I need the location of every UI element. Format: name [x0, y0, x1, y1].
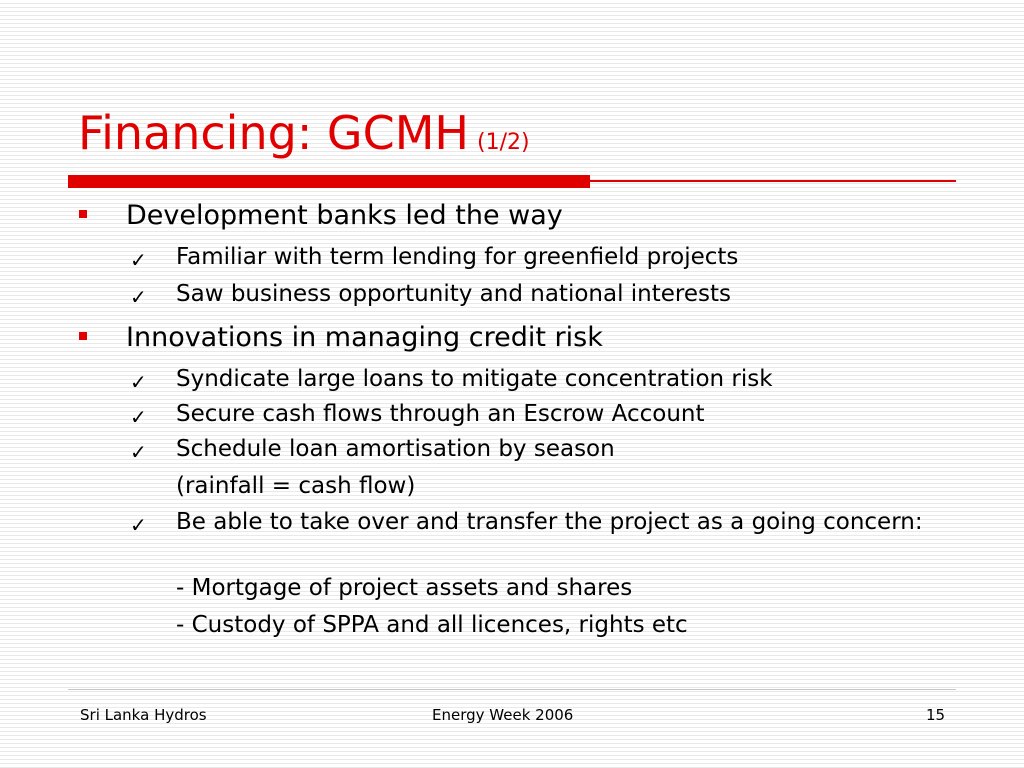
sub-bullet-2-2	[130, 400, 705, 429]
sub-bullet-2-4-text: Be able to take over and transfer the project as a going concern:	[176, 509, 923, 535]
continuation-2: - Mortgage of project assets and shares	[176, 575, 633, 601]
sub-bullet-2-1-text: Syndicate large loans to mitigate concentration risk	[176, 366, 773, 392]
sub-bullet-2-3	[130, 435, 615, 464]
bullet-2-text: Innovations in managing credit risk	[126, 322, 603, 353]
footer-left: Sri Lanka Hydros	[80, 706, 207, 724]
checkmark-icon: ✓	[130, 440, 147, 464]
sub-bullet-1-2-text: Saw business opportunity and national interests	[176, 281, 731, 307]
page-number: 15	[926, 706, 946, 724]
sub-bullet-2-2-text: Secure cash flows through an Escrow Account	[176, 401, 705, 427]
sub-bullet-1-1-text: Familiar with term lending for greenfield projects	[176, 244, 739, 270]
continuation-1: (rainfall = cash flow)	[176, 473, 416, 499]
checkmark-icon: ✓	[130, 405, 147, 429]
sub-bullet-2-1	[130, 365, 773, 394]
sub-bullet-1-1	[130, 243, 739, 272]
continuation-3: - Custody of SPPA and all licences, rights etc	[176, 612, 688, 638]
slide-title-text: Financing: GCMH	[78, 106, 469, 160]
checkmark-icon: ✓	[130, 248, 147, 272]
footer-divider	[68, 689, 956, 690]
bullet-1-text: Development banks led the way	[126, 200, 563, 231]
square-bullet-icon	[79, 210, 87, 218]
checkmark-icon: ✓	[130, 285, 147, 309]
square-bullet-icon	[79, 332, 87, 340]
bullet-2	[126, 322, 603, 353]
checkmark-icon: ✓	[130, 370, 147, 394]
sub-bullet-2-3-text: Schedule loan amortisation by season	[176, 436, 615, 462]
sub-bullet-2-4	[130, 508, 936, 537]
bullet-1	[126, 200, 563, 231]
checkmark-icon: ✓	[130, 513, 147, 537]
slide-title-part: (1/2)	[476, 130, 530, 155]
footer-center: Energy Week 2006	[432, 706, 574, 724]
sub-bullet-1-2	[130, 280, 731, 309]
